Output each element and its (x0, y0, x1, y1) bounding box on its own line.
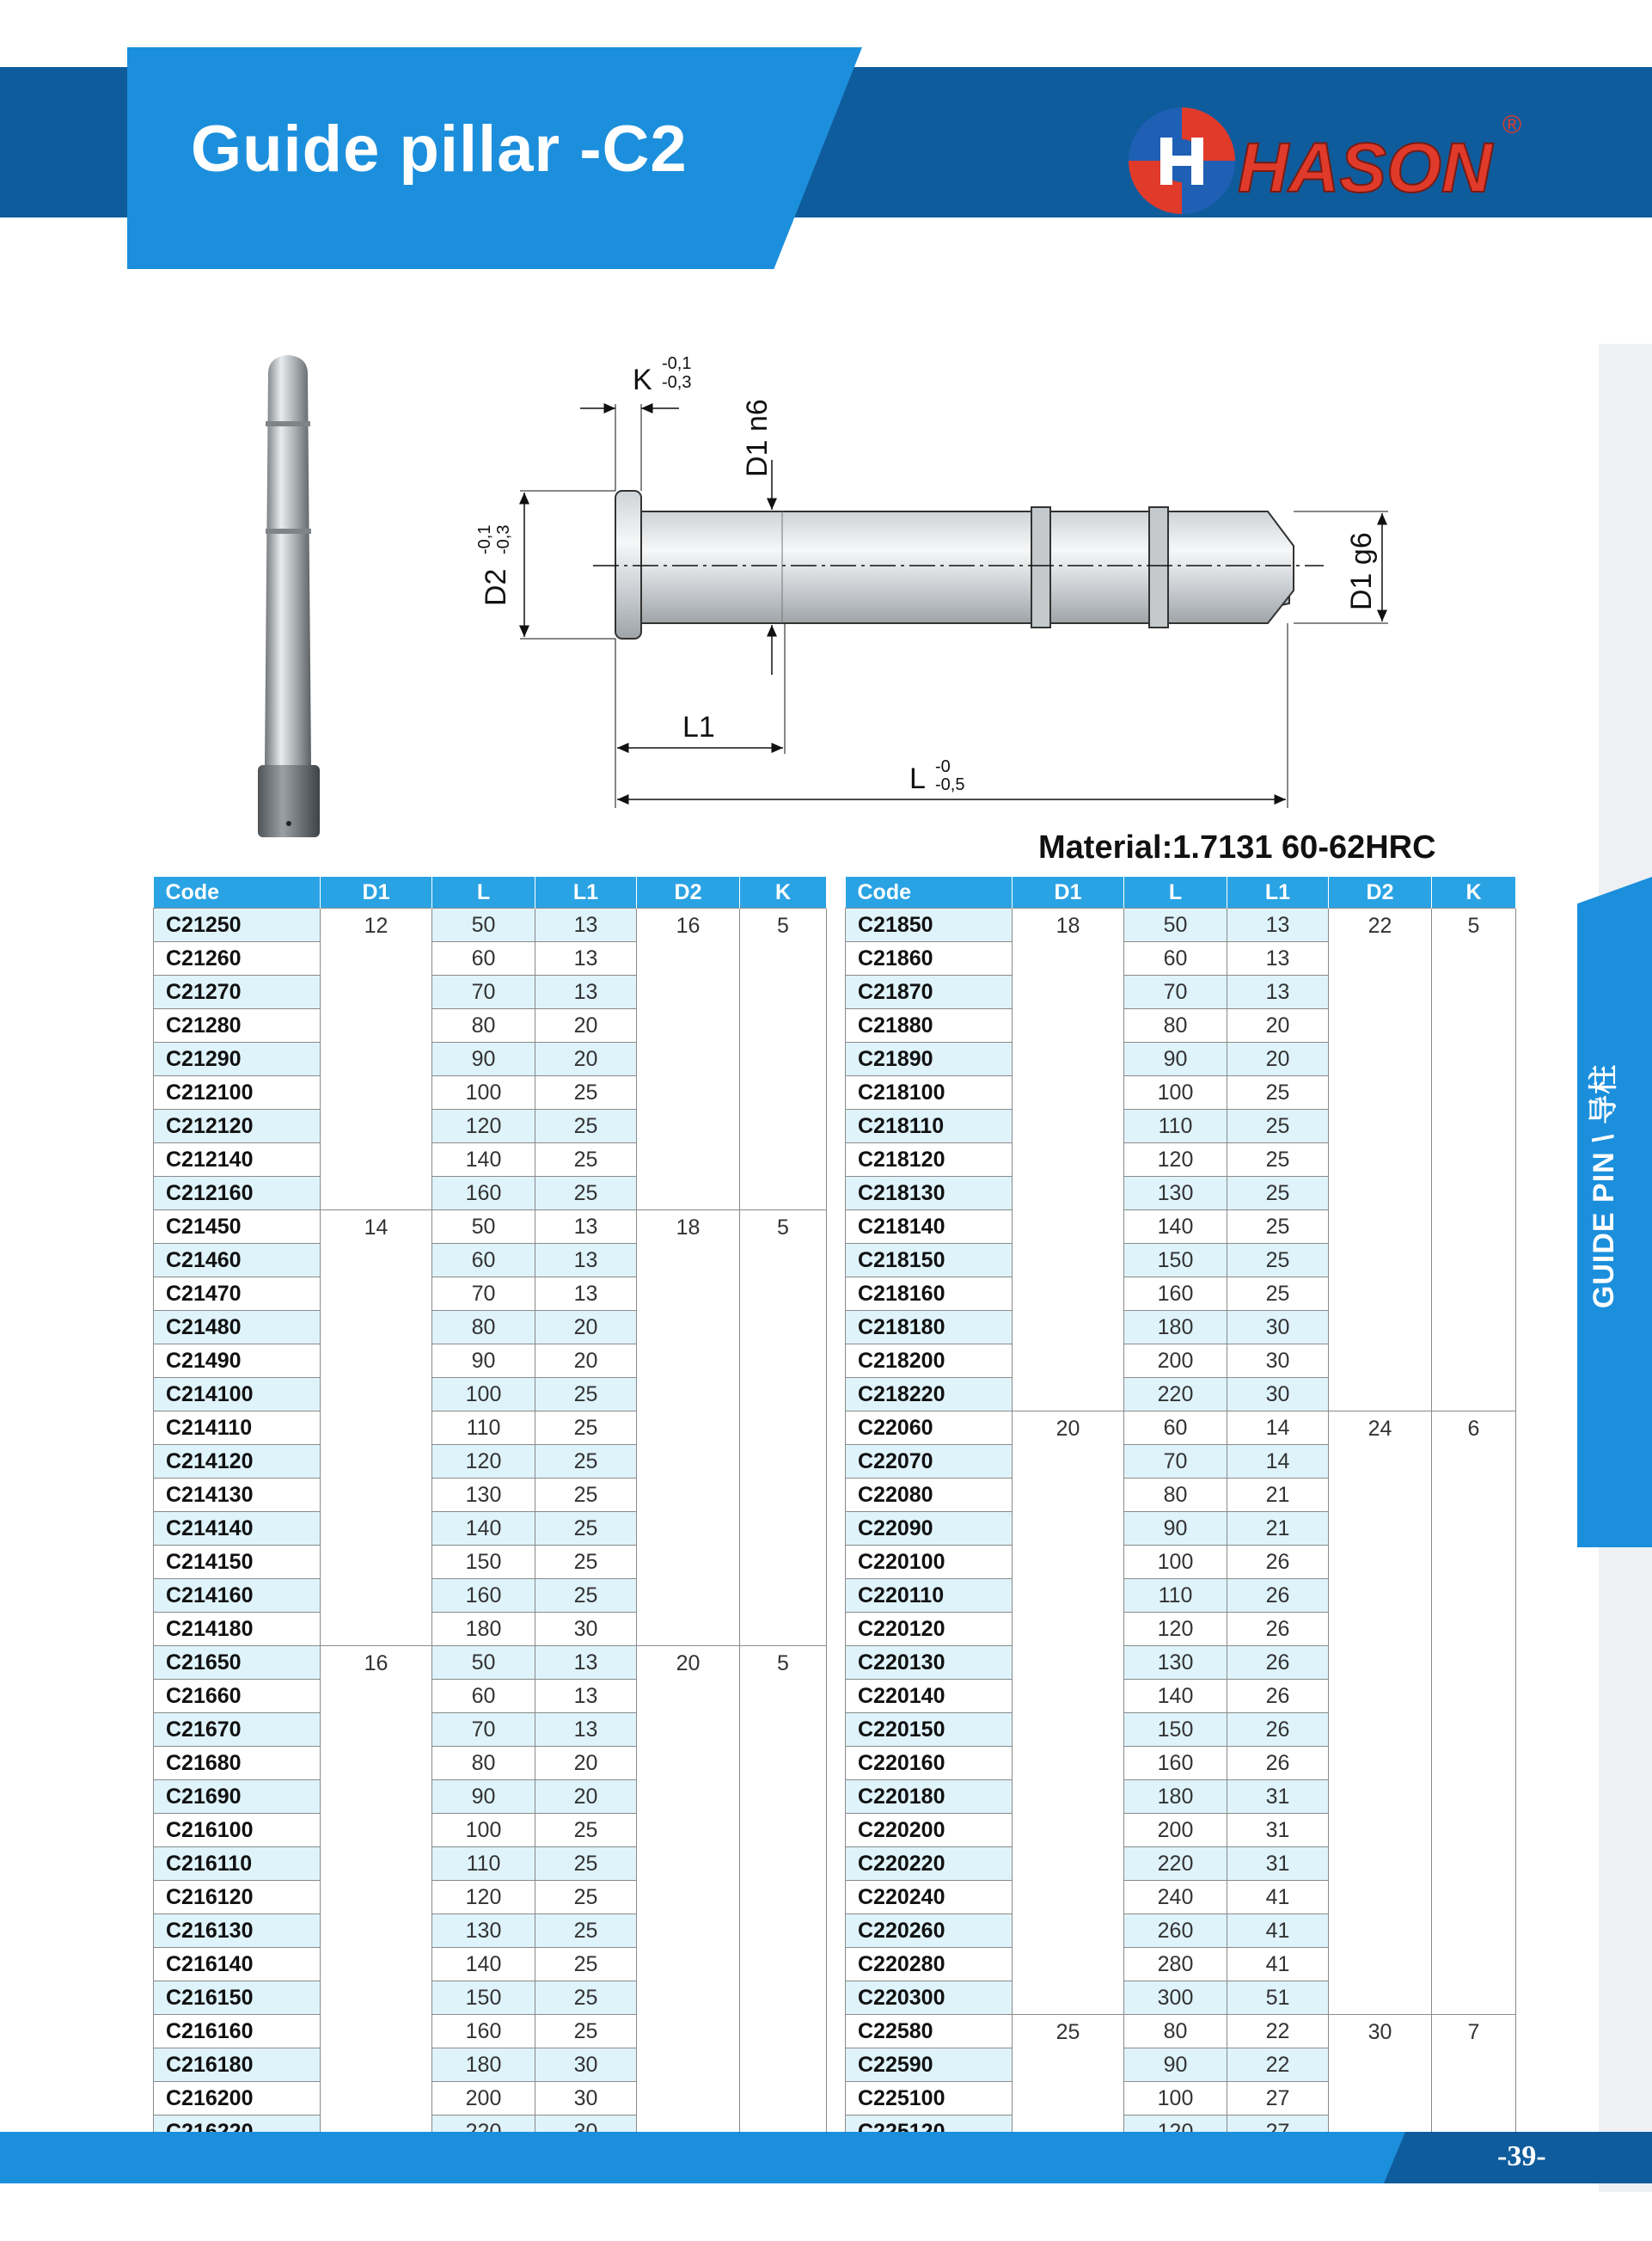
cell-l1: 25 (535, 1411, 637, 1445)
l-tol-upper: -0 (935, 757, 951, 776)
cell-l1: 25 (1227, 1143, 1329, 1177)
cell-l: 80 (1124, 2015, 1227, 2048)
col-header-d1: D1 (1013, 877, 1124, 909)
cell-l1: 20 (535, 1043, 637, 1076)
cell-l1: 13 (1227, 976, 1329, 1009)
cell-l1: 25 (535, 1479, 637, 1512)
spec-table-right (845, 877, 1516, 2149)
page-number: -39- (1497, 2140, 1546, 2172)
cell-code: C21480 (154, 1311, 321, 1344)
cell-code: C21280 (154, 1009, 321, 1043)
side-tab-label: GUIDE PIN \ 导柱 (1588, 1063, 1620, 1309)
cell-l1: 25 (1227, 1244, 1329, 1277)
cell-code: C220280 (846, 1948, 1013, 1981)
cell-code: C220140 (846, 1680, 1013, 1713)
cell-k: 6 (1432, 1411, 1516, 2015)
cell-l: 90 (432, 1043, 535, 1076)
cell-code: C21670 (154, 1713, 321, 1747)
cell-code: C212160 (154, 1177, 321, 1210)
cell-code: C22070 (846, 1445, 1013, 1479)
cell-l: 60 (432, 1244, 535, 1277)
cell-d2: 16 (637, 909, 740, 1210)
table-row (154, 909, 827, 942)
cell-code: C218200 (846, 1344, 1013, 1378)
cell-l1: 25 (535, 1881, 637, 1914)
cell-d1: 18 (1013, 909, 1124, 1411)
cell-l1: 27 (1227, 2082, 1329, 2115)
cell-l1: 25 (1227, 1210, 1329, 1244)
cell-code: C214130 (154, 1479, 321, 1512)
cell-code: C216120 (154, 1881, 321, 1914)
cell-l: 160 (1124, 1747, 1227, 1780)
cell-code: C220150 (846, 1713, 1013, 1747)
cell-l: 220 (1124, 1378, 1227, 1411)
cell-l1: 13 (535, 1646, 637, 1680)
cell-l1: 26 (1227, 1680, 1329, 1713)
cell-l1: 30 (1227, 1344, 1329, 1378)
cell-k: 5 (740, 1210, 827, 1646)
hason-logo (1117, 99, 1530, 228)
cell-l1: 13 (535, 976, 637, 1009)
cell-l: 200 (432, 2082, 535, 2115)
cell-code: C214100 (154, 1378, 321, 1411)
col-header-d2: D2 (1329, 877, 1432, 909)
cell-l1: 21 (1227, 1479, 1329, 1512)
cell-l1: 25 (535, 1110, 637, 1143)
cell-code: C214150 (154, 1546, 321, 1579)
cell-l: 100 (432, 1378, 535, 1411)
cell-l: 60 (432, 1680, 535, 1713)
cell-code: C216110 (154, 1847, 321, 1881)
cell-code: C220300 (846, 1981, 1013, 2015)
k-tol-lower: -0,3 (662, 373, 692, 392)
cell-l: 180 (1124, 1780, 1227, 1814)
cell-l: 160 (432, 1579, 535, 1613)
cell-code: C21460 (154, 1244, 321, 1277)
d2-tol-upper: -0,1 (475, 524, 494, 554)
page-title: Guide pillar -C2 (191, 113, 688, 186)
cell-l: 120 (1124, 1143, 1227, 1177)
cell-l1: 51 (1227, 1981, 1329, 2015)
cell-l: 160 (1124, 1277, 1227, 1311)
cell-code: C216180 (154, 2048, 321, 2082)
cell-code: C21680 (154, 1747, 321, 1780)
cell-l1: 13 (535, 1277, 637, 1311)
cell-code: C21860 (846, 942, 1013, 976)
cell-d1: 14 (321, 1210, 432, 1646)
col-header-d1: D1 (321, 877, 432, 909)
cell-d2: 24 (1329, 1411, 1432, 2015)
cell-d2: 18 (637, 1210, 740, 1646)
cell-code: C21890 (846, 1043, 1013, 1076)
cell-l1: 13 (535, 1210, 637, 1244)
cell-code: C220240 (846, 1881, 1013, 1914)
cell-l: 140 (1124, 1210, 1227, 1244)
material-spec: Material:1.7131 60-62HRC (1038, 830, 1436, 866)
cell-code: C214140 (154, 1512, 321, 1546)
cell-code: C218180 (846, 1311, 1013, 1344)
cell-d1: 20 (1013, 1411, 1124, 2015)
cell-l1: 13 (535, 909, 637, 942)
cell-code: C21850 (846, 909, 1013, 942)
cell-l: 110 (432, 1411, 535, 1445)
d1n6-label: D1 n6 (741, 399, 774, 477)
cell-l1: 41 (1227, 1914, 1329, 1948)
cell-l1: 25 (535, 1814, 637, 1847)
cell-code: C21880 (846, 1009, 1013, 1043)
cell-l1: 20 (535, 1780, 637, 1814)
table-row (846, 1411, 1516, 1445)
cell-l1: 30 (1227, 1378, 1329, 1411)
cell-l1: 14 (1227, 1445, 1329, 1479)
cell-code: C21250 (154, 909, 321, 942)
col-header-code: Code (846, 877, 1013, 909)
cell-l: 140 (432, 1948, 535, 1981)
cell-l1: 25 (535, 1512, 637, 1546)
cell-l: 150 (1124, 1244, 1227, 1277)
cell-d2: 30 (1329, 2015, 1432, 2149)
cell-code: C220180 (846, 1780, 1013, 1814)
cell-l: 70 (1124, 976, 1227, 1009)
cell-l: 120 (432, 1445, 535, 1479)
cell-l: 130 (432, 1479, 535, 1512)
cell-l1: 20 (535, 1344, 637, 1378)
cell-l1: 30 (535, 2082, 637, 2115)
cell-l1: 25 (535, 1981, 637, 2015)
cell-l: 260 (1124, 1914, 1227, 1948)
cell-l: 70 (1124, 1445, 1227, 1479)
guide-pillar-photo (249, 352, 361, 842)
cell-code: C214120 (154, 1445, 321, 1479)
cell-code: C220200 (846, 1814, 1013, 1847)
cell-l1: 13 (535, 1244, 637, 1277)
cell-code: C216150 (154, 1981, 321, 2015)
cell-l: 60 (1124, 942, 1227, 976)
cell-code: C212140 (154, 1143, 321, 1177)
cell-code: C21450 (154, 1210, 321, 1244)
cell-code: C21490 (154, 1344, 321, 1378)
cell-code: C220220 (846, 1847, 1013, 1881)
k-label: K (633, 364, 652, 396)
table-row (154, 1646, 827, 1680)
cell-l1: 20 (1227, 1043, 1329, 1076)
cell-l: 130 (1124, 1177, 1227, 1210)
cell-l: 90 (432, 1780, 535, 1814)
cell-l: 80 (432, 1311, 535, 1344)
cell-l1: 25 (535, 1177, 637, 1210)
cell-l: 80 (1124, 1009, 1227, 1043)
cell-l: 70 (432, 1713, 535, 1747)
cell-code: C220100 (846, 1546, 1013, 1579)
cell-l: 150 (432, 1546, 535, 1579)
cell-l1: 20 (1227, 1009, 1329, 1043)
cell-k: 5 (740, 909, 827, 1210)
l1-label: L1 (682, 711, 715, 744)
d2-tol-lower: -0,3 (494, 524, 513, 554)
cell-code: C21870 (846, 976, 1013, 1009)
cell-l1: 25 (535, 1076, 637, 1110)
cell-code: C22090 (846, 1512, 1013, 1546)
col-header-d2: D2 (637, 877, 740, 909)
col-header-l: L (432, 877, 535, 909)
cell-l: 150 (432, 1981, 535, 2015)
cell-l: 120 (1124, 1613, 1227, 1646)
d2-label: D2 (480, 568, 512, 606)
cell-l: 70 (432, 1277, 535, 1311)
col-header-k: K (740, 877, 827, 909)
cell-l1: 13 (535, 1680, 637, 1713)
logo-wordmark: HASON (1238, 129, 1493, 207)
cell-code: C21690 (154, 1780, 321, 1814)
cell-l1: 31 (1227, 1780, 1329, 1814)
cell-l: 100 (1124, 1076, 1227, 1110)
cell-l1: 25 (535, 1579, 637, 1613)
cell-code: C21660 (154, 1680, 321, 1713)
cell-code: C214180 (154, 1613, 321, 1646)
cell-l1: 41 (1227, 1881, 1329, 1914)
cell-l1: 20 (535, 1747, 637, 1780)
cell-l1: 22 (1227, 2015, 1329, 2048)
cell-code: C22080 (846, 1479, 1013, 1512)
cell-l: 110 (1124, 1579, 1227, 1613)
cell-l1: 25 (1227, 1277, 1329, 1311)
cell-l1: 25 (535, 1914, 637, 1948)
cell-l1: 21 (1227, 1512, 1329, 1546)
cell-l: 240 (1124, 1881, 1227, 1914)
cell-l: 180 (432, 2048, 535, 2082)
cell-l1: 25 (535, 1143, 637, 1177)
cell-l: 60 (432, 942, 535, 976)
cell-l1: 31 (1227, 1814, 1329, 1847)
cell-k: 5 (1432, 909, 1516, 1411)
cell-d1: 12 (321, 909, 432, 1210)
cell-l1: 25 (1227, 1110, 1329, 1143)
cell-l1: 26 (1227, 1747, 1329, 1780)
col-header-l1: L1 (1227, 877, 1329, 909)
cell-l: 90 (1124, 1043, 1227, 1076)
cell-l: 100 (1124, 2082, 1227, 2115)
cell-code: C218150 (846, 1244, 1013, 1277)
cell-code: C220260 (846, 1914, 1013, 1948)
k-tol-upper: -0,1 (662, 354, 692, 373)
table-row (846, 2015, 1516, 2048)
cell-l: 90 (432, 1344, 535, 1378)
cell-l: 130 (1124, 1646, 1227, 1680)
cell-l1: 31 (1227, 1847, 1329, 1881)
cell-l: 90 (1124, 1512, 1227, 1546)
cell-code: C212120 (154, 1110, 321, 1143)
cell-l1: 14 (1227, 1411, 1329, 1445)
col-header-code: Code (154, 877, 321, 909)
cell-code: C21470 (154, 1277, 321, 1311)
cell-code: C21270 (154, 976, 321, 1009)
cell-l1: 25 (535, 2015, 637, 2048)
cell-l1: 26 (1227, 1579, 1329, 1613)
cell-l: 150 (1124, 1713, 1227, 1747)
cell-l: 140 (432, 1143, 535, 1177)
cell-l: 140 (432, 1512, 535, 1546)
cell-code: C218110 (846, 1110, 1013, 1143)
technical-drawing (464, 340, 1410, 830)
cell-l1: 30 (1227, 1311, 1329, 1344)
cell-code: C22590 (846, 2048, 1013, 2082)
cell-l: 160 (432, 2015, 535, 2048)
cell-l: 50 (432, 1210, 535, 1244)
d1g6-label: D1 g6 (1345, 532, 1378, 610)
cell-code: C218100 (846, 1076, 1013, 1110)
spec-table-left (153, 877, 827, 2149)
cell-l1: 26 (1227, 1713, 1329, 1747)
cell-code: C21290 (154, 1043, 321, 1076)
cell-code: C216100 (154, 1814, 321, 1847)
table-row (846, 909, 1516, 942)
cell-code: C216130 (154, 1914, 321, 1948)
cell-code: C218160 (846, 1277, 1013, 1311)
cell-l: 120 (432, 1881, 535, 1914)
cell-l1: 30 (535, 2048, 637, 2082)
cell-l: 70 (432, 976, 535, 1009)
col-header-l1: L1 (535, 877, 637, 909)
cell-d2: 20 (637, 1646, 740, 2149)
cell-l1: 30 (535, 1613, 637, 1646)
cell-code: C216160 (154, 2015, 321, 2048)
cell-code: C21650 (154, 1646, 321, 1680)
cell-l: 50 (1124, 909, 1227, 942)
cell-l: 160 (432, 1177, 535, 1210)
cell-d1: 25 (1013, 2015, 1124, 2149)
col-header-l: L (1124, 877, 1227, 909)
cell-l: 200 (1124, 1344, 1227, 1378)
cell-l: 80 (1124, 1479, 1227, 1512)
table-row (154, 1210, 827, 1244)
cell-l: 50 (432, 909, 535, 942)
cell-l: 280 (1124, 1948, 1227, 1981)
cell-l: 140 (1124, 1680, 1227, 1713)
cell-l: 100 (1124, 1546, 1227, 1579)
cell-k: 5 (740, 1646, 827, 2149)
cell-l1: 20 (535, 1311, 637, 1344)
cell-code: C21260 (154, 942, 321, 976)
cell-l: 220 (1124, 1847, 1227, 1881)
cell-code: C225100 (846, 2082, 1013, 2115)
cell-l1: 13 (535, 1713, 637, 1747)
cell-code: C218220 (846, 1378, 1013, 1411)
cell-l: 50 (432, 1646, 535, 1680)
cell-l1: 25 (535, 1948, 637, 1981)
cell-code: C22060 (846, 1411, 1013, 1445)
cell-code: C216140 (154, 1948, 321, 1981)
cell-code: C214110 (154, 1411, 321, 1445)
table-header-row (846, 877, 1516, 909)
cell-l: 180 (1124, 1311, 1227, 1344)
cell-l1: 25 (535, 1378, 637, 1411)
l-tol-lower: -0,5 (935, 775, 965, 794)
cell-code: C218140 (846, 1210, 1013, 1244)
cell-l1: 13 (1227, 942, 1329, 976)
cell-code: C216200 (154, 2082, 321, 2115)
cell-l: 130 (432, 1914, 535, 1948)
cell-l1: 13 (535, 942, 637, 976)
cell-l1: 13 (1227, 909, 1329, 942)
cell-code: C214160 (154, 1579, 321, 1613)
cell-l: 80 (432, 1009, 535, 1043)
cell-l: 80 (432, 1747, 535, 1780)
cell-d2: 22 (1329, 909, 1432, 1411)
col-header-k: K (1432, 877, 1516, 909)
cell-code: C22580 (846, 2015, 1013, 2048)
cell-l1: 26 (1227, 1613, 1329, 1646)
cell-l: 100 (432, 1076, 535, 1110)
cell-l: 90 (1124, 2048, 1227, 2082)
cell-code: C220130 (846, 1646, 1013, 1680)
cell-l1: 20 (535, 1009, 637, 1043)
cell-l1: 25 (535, 1847, 637, 1881)
cell-code: C220110 (846, 1579, 1013, 1613)
cell-l1: 22 (1227, 2048, 1329, 2082)
cell-code: C220120 (846, 1613, 1013, 1646)
cell-l1: 25 (535, 1546, 637, 1579)
cell-l1: 25 (535, 1445, 637, 1479)
cell-l1: 26 (1227, 1546, 1329, 1579)
cell-l: 120 (432, 1110, 535, 1143)
table-header-row (154, 877, 827, 909)
cell-code: C218120 (846, 1143, 1013, 1177)
cell-l1: 41 (1227, 1948, 1329, 1981)
l-label: L (909, 762, 926, 795)
cell-l: 180 (432, 1613, 535, 1646)
cell-l: 100 (432, 1814, 535, 1847)
cell-d1: 16 (321, 1646, 432, 2149)
cell-l: 110 (1124, 1110, 1227, 1143)
cell-l: 300 (1124, 1981, 1227, 2015)
cell-l1: 26 (1227, 1646, 1329, 1680)
cell-l1: 25 (1227, 1076, 1329, 1110)
cell-k: 7 (1432, 2015, 1516, 2149)
cell-l: 110 (432, 1847, 535, 1881)
registered-mark: ® (1502, 111, 1522, 139)
cell-l: 60 (1124, 1411, 1227, 1445)
cell-code: C218130 (846, 1177, 1013, 1210)
cell-l1: 25 (1227, 1177, 1329, 1210)
cell-code: C212100 (154, 1076, 321, 1110)
cell-l: 200 (1124, 1814, 1227, 1847)
cell-code: C220160 (846, 1747, 1013, 1780)
